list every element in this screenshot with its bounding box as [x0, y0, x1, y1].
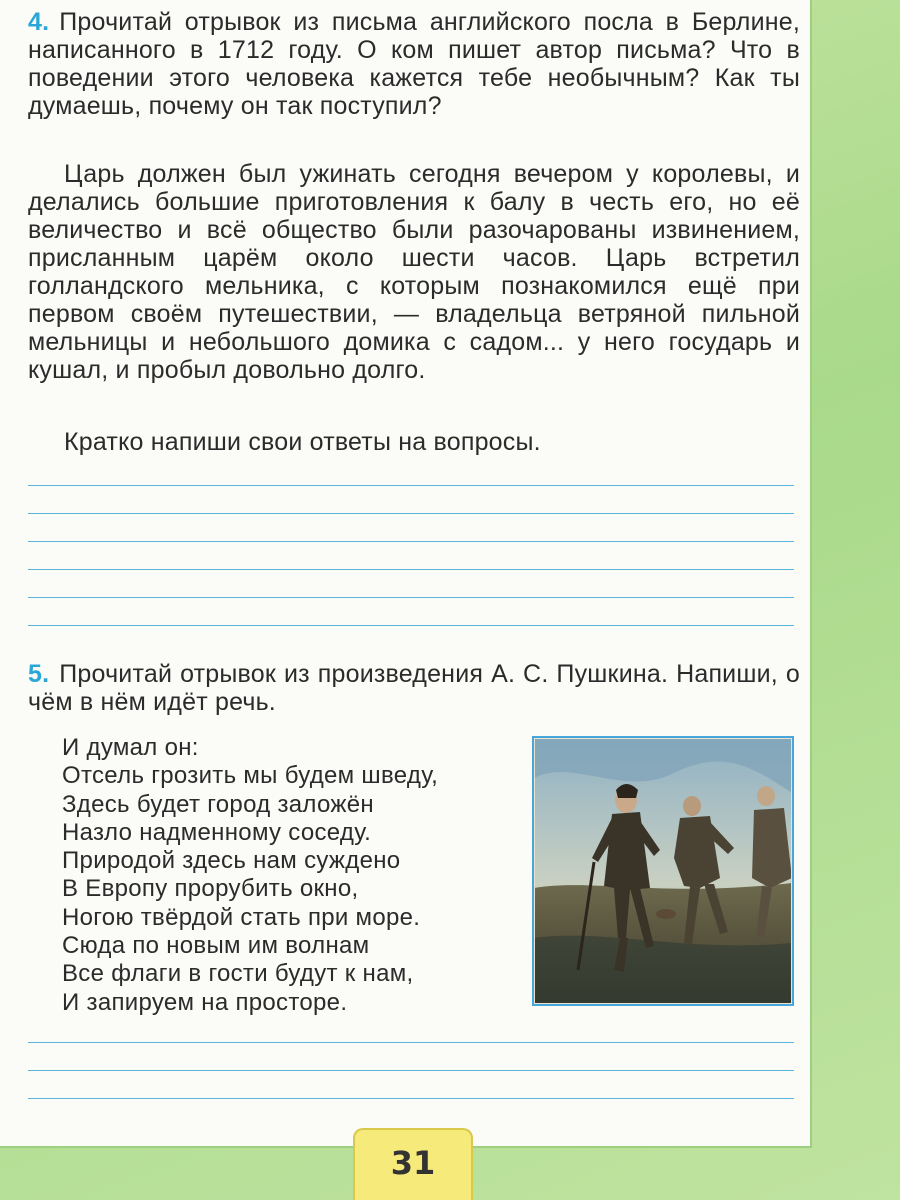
peter-the-great-painting — [532, 736, 794, 1006]
answer-line[interactable] — [28, 485, 794, 486]
poem-line: Природой здесь нам суждено — [62, 847, 401, 875]
answer-line[interactable] — [28, 1098, 794, 1099]
poem-line: Отсель грозить мы будем шведу, — [62, 762, 439, 790]
task-4-number: 4. — [28, 8, 50, 36]
answer-line[interactable] — [28, 597, 794, 598]
task-4-prompt: Прочитай отрывок из письма английского посла в Берлине, написанного в 1712 году. О ком пишет автор письма? Что в поведении этого человека кажется тебе необычным? Как ты думаешь, почему он так поступил? — [28, 8, 800, 120]
poem-line: В Европу прорубить окно, — [62, 875, 359, 903]
answer-instruction: Кратко напиши свои ответы на вопросы. — [64, 428, 541, 456]
task-5-heading — [28, 660, 800, 716]
poem-line: Все флаги в гости будут к нам, — [62, 960, 414, 988]
poem-line: Ногою твёрдой стать при море. — [62, 903, 421, 931]
poem-line: И запируем на просторе. — [62, 988, 348, 1016]
poem-line: Сюда по новым им волнам — [62, 932, 370, 960]
answer-line[interactable] — [28, 625, 794, 626]
task-5-prompt: Прочитай отрывок из произведения А. С. Пушкина. Напиши, о чём в нём идёт речь. — [28, 660, 800, 716]
answer-line[interactable] — [28, 541, 794, 542]
task-5-number: 5. — [28, 660, 50, 688]
answer-line[interactable] — [28, 1042, 794, 1043]
pushkin-poem — [62, 734, 522, 1017]
page-number: 31 — [390, 1144, 436, 1182]
poem-line: И думал он: — [62, 734, 199, 761]
poem-line: Здесь будет город заложён — [62, 790, 374, 818]
answer-line[interactable] — [28, 1070, 794, 1071]
page-number-tab — [353, 1128, 473, 1200]
answer-line[interactable] — [28, 569, 794, 570]
poem-line: Назло надменному соседу. — [62, 818, 372, 846]
task-4-heading — [28, 8, 800, 120]
answer-line[interactable] — [28, 513, 794, 514]
letter-quote: Царь должен был ужинать сегодня вечером у королевы, и делались большие приготовления к балу в честь его, но её величество и всё общество были разочарованы извинением, присланным царём около шести часов. Царь встретил голландского мельника, с которым познакомился ещё при первом своём путешествии, — владельца ветряной пильной мельницы и небольшого домика с садом... у него государь и кушал, и пробыл довольно долго. — [28, 160, 800, 384]
